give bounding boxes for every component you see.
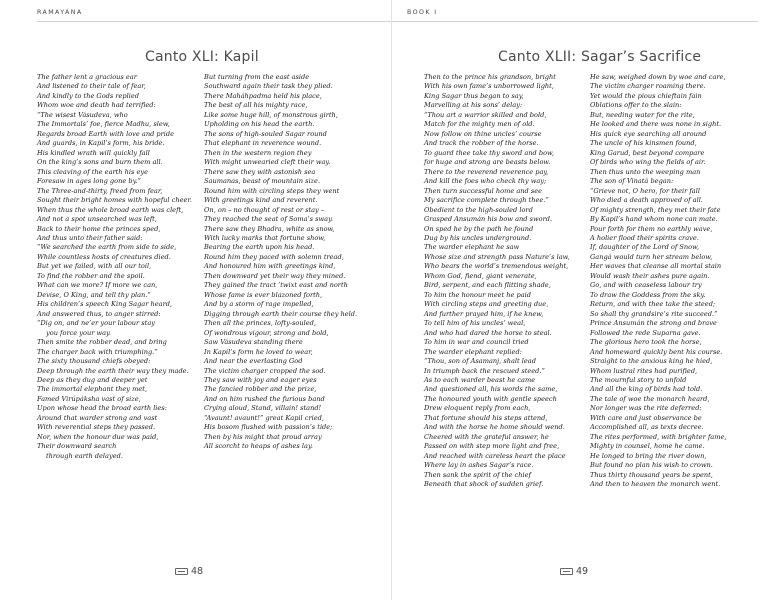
verse-line: Foresaw in ages long gone by.” xyxy=(37,177,141,186)
verse-line: As to each warder beast he came xyxy=(424,376,536,384)
verse-line: Crying aloud, Stand, villain! stand! xyxy=(204,404,322,413)
running-head: RAMAYANA xyxy=(37,9,83,16)
verse-line: When thus the whole broad earth was cleft, xyxy=(37,205,184,214)
verse-line: Who bears the world’s tremendous weight, xyxy=(424,262,569,271)
verse-line: Upholding on his head the earth. xyxy=(204,120,315,129)
verse-line: Whom God, fiend, giant venerate, xyxy=(424,271,537,280)
verse-line: The warder elephant replied: xyxy=(424,347,522,356)
verse-line: In triumph back the rescued steed.” xyxy=(424,366,545,375)
verse-line: Then to the prince his grandson, bright xyxy=(424,73,556,81)
verse-line: And with the horse he home should wend. xyxy=(424,423,565,432)
verse-line: With his own fame’s unborrowed light, xyxy=(424,82,554,91)
verse-line: Then downward yet their way they mined. xyxy=(204,271,346,280)
verse-line: Accomplished all, as texts decree. xyxy=(590,423,704,432)
verse-line: The tale of woe the monarch heard, xyxy=(590,394,710,403)
verse-line: Her waves that cleanse all mortal stain xyxy=(590,262,722,271)
verse-line: King Garud, best beyond compare xyxy=(590,148,705,157)
running-head: BOOK I xyxy=(407,9,438,16)
verse-line: The mournful story to unfold xyxy=(590,376,687,384)
verse-line: Whom woe and death had terrified: xyxy=(37,101,156,110)
verse-line: you force your way. xyxy=(46,328,111,337)
verse-line: Go, and with ceaseless labour try xyxy=(590,281,702,290)
verse-line: Then in the western region they xyxy=(204,148,312,157)
page-number xyxy=(560,566,588,577)
verse-line: Whose size and strength pass Nature’s law, xyxy=(424,252,570,261)
verse-line: “Thou, son of Asamanj, shalt lead xyxy=(424,357,536,366)
verse-line: Straight to the anxious king he hied, xyxy=(590,357,713,366)
verse-line: His children’s speech King Sagar heard, xyxy=(37,300,173,309)
verse-line: That elephant in reverence wound. xyxy=(204,139,322,148)
verse-line: If, daughter of the Lord of Snow, xyxy=(590,243,700,252)
verse-line: The immortal elephant they met, xyxy=(37,385,147,394)
verse-line: So shall thy grandsire’s rite succeed.” xyxy=(590,309,718,318)
verse-line: Drew eloquent reply from each, xyxy=(424,404,531,413)
verse-line: His quick eye searching all around xyxy=(590,129,707,138)
verse-line: To draw the Goddess from the sky. xyxy=(590,290,706,299)
verse-column-1 xyxy=(424,73,570,490)
verse-line: Round him with circling steps they went xyxy=(204,186,340,195)
verse-line: Mighty in counsel, home he came. xyxy=(590,442,705,451)
right-page xyxy=(392,0,784,600)
verse-line: The rites performed, with brighter fame, xyxy=(590,432,727,441)
verse-line: Who died a death approved of all. xyxy=(590,196,703,205)
verse-line: Grasped Ansumán his bow and sword. xyxy=(424,215,553,224)
verse-line: Then sank the spirit of the chief xyxy=(424,470,531,479)
verse-line: Southward again their task they plied. xyxy=(204,82,333,91)
verse-line: for huge and strong are beasts below. xyxy=(424,158,551,167)
verse-line: Deep through the earth their way they made. xyxy=(37,366,189,375)
verse-line: The son of Vinatá began: xyxy=(590,177,674,186)
verse-line: And questioned all, his words the same, xyxy=(424,385,558,394)
verse-line: Saw Vásudeva standing there xyxy=(204,338,303,347)
verse-line: Around that warder strong and vast xyxy=(37,413,158,422)
verse-line: Saumanas, beast of mountain size. xyxy=(204,177,321,186)
verse-line: They reached the seat of Soma’s sway. xyxy=(204,215,334,224)
verse-line: Regards broad Earth with love and pride xyxy=(37,129,174,138)
verse-line: The Three-and-thirty, freed from fear, xyxy=(37,186,163,195)
verse-line: Upon whose head the broad earth lies: xyxy=(37,404,167,413)
verse-line: Of wondrous vigour, strong and bold, xyxy=(204,328,329,337)
verse-line: Match for the mighty men of old. xyxy=(424,120,535,129)
verse-line: And not a spot unsearched was left, xyxy=(37,215,157,224)
folio-ornament-icon xyxy=(175,568,188,575)
verse-line: Thus thirty thousand years be spent, xyxy=(590,470,713,479)
verse-line: Devise, O King, and tell thy plan.” xyxy=(37,290,151,299)
verse-line: In Kapil’s form he loved to wear, xyxy=(204,347,313,356)
verse-line: Of mighty strength, they met their fate xyxy=(590,205,721,214)
verse-line: Nor longer was the rite deferred: xyxy=(590,404,702,413)
verse-line: And on him rushed the furious band xyxy=(204,394,325,403)
verse-line: And listened to their tale of fear, xyxy=(37,82,146,91)
verse-line: Now follow on thine uncles’ course xyxy=(424,129,542,138)
verse-line: With circling steps and greeting due, xyxy=(424,300,549,309)
verse-line: Prince Ansumán the strong and brave xyxy=(590,319,717,328)
verse-line: The sixty thousand chiefs obeyed: xyxy=(37,357,151,366)
verse-line: The victim charger cropped the sod. xyxy=(204,366,326,375)
verse-line: There saw they Bhadra, white as snow, xyxy=(204,224,335,233)
verse-line: And reached with careless heart the place xyxy=(424,451,566,460)
verse-line: And track the robber of the horse. xyxy=(424,139,539,148)
verse-line: Famed Virúpáksha vast of size, xyxy=(37,394,141,403)
verse-line: But found no plan his wish to crown. xyxy=(590,461,713,470)
canto-title: Canto XLI: Kapil xyxy=(145,49,259,65)
verse-line: His bosom flushed with passion’s tide; xyxy=(204,423,333,432)
verse-line: There Maháhpadma held his place, xyxy=(204,91,322,100)
verse-line: To him the honour meet he paid xyxy=(424,290,532,299)
verse-line: Round him they paced with solemn tread, xyxy=(204,252,344,261)
header-rule xyxy=(37,21,392,22)
verse-line: Would wash their ashes pure again. xyxy=(590,271,710,280)
verse-line: The honoured youth with gentle speech xyxy=(424,394,557,403)
verse-line: And answered thus, to anger stirred: xyxy=(37,309,161,318)
verse-line: The best of all his mighty race, xyxy=(204,101,308,110)
verse-line: And further prayed him, if he knew, xyxy=(424,309,544,318)
verse-line: With reverential steps they passed. xyxy=(37,423,156,432)
verse-line: And near the everlasting God xyxy=(204,357,303,366)
verse-line: To tell him of his uncles’ weal, xyxy=(424,319,526,328)
verse-line: Obedient to the high-souled lord xyxy=(424,205,533,214)
verse-line: Whose fame is ever blazoned forth, xyxy=(204,290,323,299)
verse-line: King Sagar thus began to say, xyxy=(424,91,524,100)
verse-line: And guards, in Kapil’s form, his bride. xyxy=(37,139,165,148)
verse-line: He looked and there was none in sight. xyxy=(590,120,722,129)
verse-line: And all the king of birds had told. xyxy=(590,385,703,394)
verse-line: Then by his might that proud array xyxy=(204,432,322,441)
verse-line: “Thou art a warrior skilled and bold, xyxy=(424,110,547,119)
verse-line: The warder elephant he saw xyxy=(424,243,520,252)
verse-line: Digging through earth their course they held. xyxy=(204,309,358,318)
page-number-text: 49 xyxy=(576,566,589,577)
verse-line: And then to heaven the monarch went. xyxy=(590,480,721,489)
verse-line: By Kapil’s hand whom none can mate. xyxy=(590,215,718,224)
verse-line: The Immortals’ foe, fierce Madhu, slew, xyxy=(37,120,170,129)
verse-line: Followed the rede Suparna gave. xyxy=(590,328,701,337)
folio-ornament-icon xyxy=(560,568,573,575)
verse-line: The fancied robber and the prize, xyxy=(204,385,317,394)
verse-line: He longed to bring the river down, xyxy=(590,451,707,460)
verse-line: Then all the princes, lofty-souled, xyxy=(204,319,316,328)
verse-line: Then smite the robber dead, and bring xyxy=(37,338,167,347)
verse-line: Dug by his uncles underground. xyxy=(424,233,532,242)
verse-line: While countless hosts of creatures died. xyxy=(37,252,171,261)
verse-line: This cleaving of the earth his eye xyxy=(37,167,149,176)
verse-line: But turning from the east aside xyxy=(204,73,310,81)
verse-line: The charger back with triumphing.” xyxy=(37,347,158,356)
verse-line: A holier flood their spirits crave. xyxy=(590,233,699,242)
verse-line: Whom lustral rites had purified, xyxy=(590,366,698,375)
verse-line: “Dig on, and ne’er your labour stay xyxy=(37,319,155,328)
verse-line: And kindly to the Gods replied xyxy=(37,91,139,100)
canto-title: Canto XLII: Sagar’s Sacrifice xyxy=(498,49,702,65)
verse-line: My sacrifice complete through thee.” xyxy=(424,196,549,205)
verse-line: Oblations offer to the slain: xyxy=(590,101,682,110)
verse-line: Where lay in ashes Sagar’s race. xyxy=(424,461,534,470)
verse-column-2 xyxy=(590,73,726,490)
verse-line: But yet we failed, with all our toil, xyxy=(37,262,152,271)
verse-line: What can we more? If more we can, xyxy=(37,281,158,290)
verse-line: To find the robber and the spoil. xyxy=(37,271,145,280)
verse-line: The victim charger roaming there. xyxy=(590,82,706,91)
verse-line: Back to their home the princes sped, xyxy=(37,224,161,233)
verse-line: Nor, when the honour due was paid, xyxy=(37,432,159,441)
verse-line: To him in war and council tried xyxy=(424,338,529,347)
verse-line: He saw, weighed down by woe and care, xyxy=(590,73,726,81)
verse-line: through earth delayed. xyxy=(46,451,123,460)
verse-line: Then turn successful home and see xyxy=(424,186,543,195)
verse-line: And homeward quickly bent his course. xyxy=(590,347,723,356)
page-number xyxy=(175,566,203,577)
verse-line: On the king’s sons and burn them all. xyxy=(37,158,163,167)
verse-line: “The wisest Vásudeva, who xyxy=(37,110,128,119)
verse-line: They saw with joy and eager eyes xyxy=(204,376,317,384)
verse-line: Then thus unto the weeping man xyxy=(590,167,701,176)
verse-line: Bearing the earth upon his head. xyxy=(204,243,315,252)
verse-line: On, on – no thought of rest or stay – xyxy=(204,205,325,214)
verse-line: And thus unto their father said: xyxy=(37,233,143,242)
verse-line: “Avaunt! avaunt!” great Kapil cried, xyxy=(204,413,324,422)
header-rule xyxy=(392,21,758,22)
verse-line: The father lent a gracious ear xyxy=(37,73,137,81)
verse-line: On sped he by the path he found xyxy=(424,224,534,233)
verse-line: The uncle of his kinsmen found, xyxy=(590,139,697,148)
verse-line: With care and just observance be xyxy=(590,413,702,422)
verse-line: They gained the tract ’twixt east and north xyxy=(204,281,348,290)
verse-line: Pour forth for them no earthly wave, xyxy=(590,224,713,233)
verse-line: The sons of high-souled Sagar round xyxy=(204,129,327,138)
verse-line: The glorious hero took the horse, xyxy=(590,338,702,347)
verse-line: Cheered with the grateful answer, he xyxy=(424,432,549,441)
verse-line: Gangá would turn her stream below, xyxy=(590,252,713,261)
page-number-text: 48 xyxy=(191,566,204,577)
verse-line: Deep as they dug and deeper yet xyxy=(37,376,148,384)
verse-line: Return, and with thee take the steed; xyxy=(590,300,716,309)
verse-line: That fortune should his steps attend, xyxy=(424,413,548,422)
verse-column-1 xyxy=(37,73,192,461)
verse-line: And kill the foes who check thy way; xyxy=(424,177,547,186)
verse-line: There saw they with astonish sea xyxy=(204,167,316,176)
verse-line: His kindled wrath will quickly fall xyxy=(37,148,150,157)
verse-line: And by a storm of rage impelled, xyxy=(204,300,314,309)
verse-line: Beneath that shock of sudden grief. xyxy=(424,480,544,489)
verse-line: Like some huge hill, of monstrous girth, xyxy=(204,110,338,119)
verse-line: Bird, serpent, and each flitting shade, xyxy=(424,281,551,290)
verse-line: Marvelling at his sons’ delay: xyxy=(424,101,523,110)
verse-line: And honoured him with greetings kind, xyxy=(204,262,336,271)
verse-line: With greetings kind and reverent. xyxy=(204,196,318,205)
verse-line: Of birds who wing the fields of air. xyxy=(590,158,706,167)
verse-line: With lucky marks that fortune show, xyxy=(204,233,326,242)
verse-line: Yet would the pious chieftain fain xyxy=(590,91,702,100)
verse-line: And who had dared the horse to steal. xyxy=(424,328,552,337)
verse-line: “We searched the earth from side to side, xyxy=(37,243,177,252)
verse-line: With might unwearied cleft their way. xyxy=(204,158,331,167)
verse-line: Their downward search xyxy=(37,442,117,451)
verse-line: Passed on with step more light and free, xyxy=(424,442,560,451)
verse-line: But, needing water for the rite, xyxy=(590,110,695,119)
verse-line: “Grieve not, O hero, for their fall xyxy=(590,186,700,195)
verse-line: To guard thee take thy sword and bow, xyxy=(424,148,555,157)
verse-column-2 xyxy=(204,73,357,452)
verse-line: All scorcht to heaps of ashes lay. xyxy=(204,442,313,451)
verse-line: Sought their bright homes with hopeful cheer. xyxy=(37,196,192,205)
verse-line: There to the reverend reverence pay, xyxy=(424,167,549,176)
